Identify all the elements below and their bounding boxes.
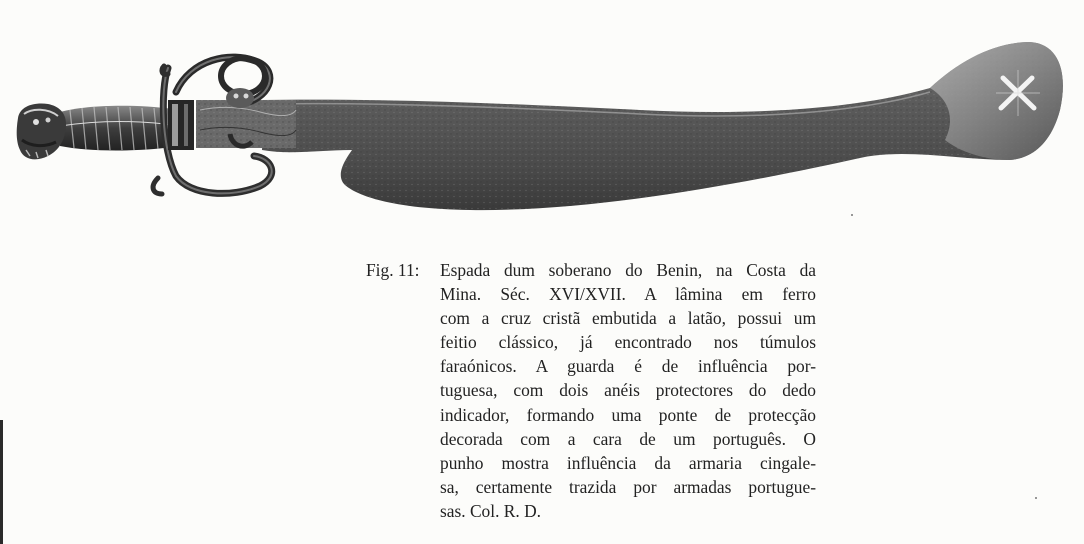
sword-photo: [0, 0, 1084, 230]
caption-line: indicador, formando uma ponte de protecção: [440, 404, 816, 425]
caption-line: com a cruz cristã embutida a latão, possui um: [440, 308, 816, 329]
caption-line: sa, certamente trazida por armadas portugue-: [440, 476, 816, 497]
caption-line: tuguesa, com dois anéis protectores do dedo: [440, 380, 816, 401]
cross-inlay: [996, 70, 1040, 116]
caption-line: decorada com a cara de um português. O: [440, 428, 816, 449]
scan-speck: [1035, 497, 1037, 499]
caption-line: punho mostra influência da armaria cingale-: [440, 452, 816, 473]
figure-caption: [366, 258, 816, 523]
scan-speck: [851, 214, 853, 216]
guard-block: [168, 100, 194, 150]
caption-line: faraónicos. A guarda é de influência por-: [440, 356, 816, 377]
caption-line: Mina. Séc. XVI/XVII. A lâmina em ferro: [440, 284, 816, 305]
caption-body: [440, 258, 816, 523]
figure-label: Fig. 11:: [366, 260, 420, 280]
blade-forte: [196, 100, 296, 148]
caption-line: feitio clássico, já encontrado nos túmulos: [440, 332, 816, 353]
sword-blade: [262, 42, 1063, 210]
caption-line: Espada dum soberano do Benin, na Costa da: [440, 260, 816, 280]
lion-head-pommel: [17, 104, 66, 160]
scan-edge-shadow: [0, 420, 3, 544]
caption-line: sas. Col. R. D.: [440, 500, 541, 521]
